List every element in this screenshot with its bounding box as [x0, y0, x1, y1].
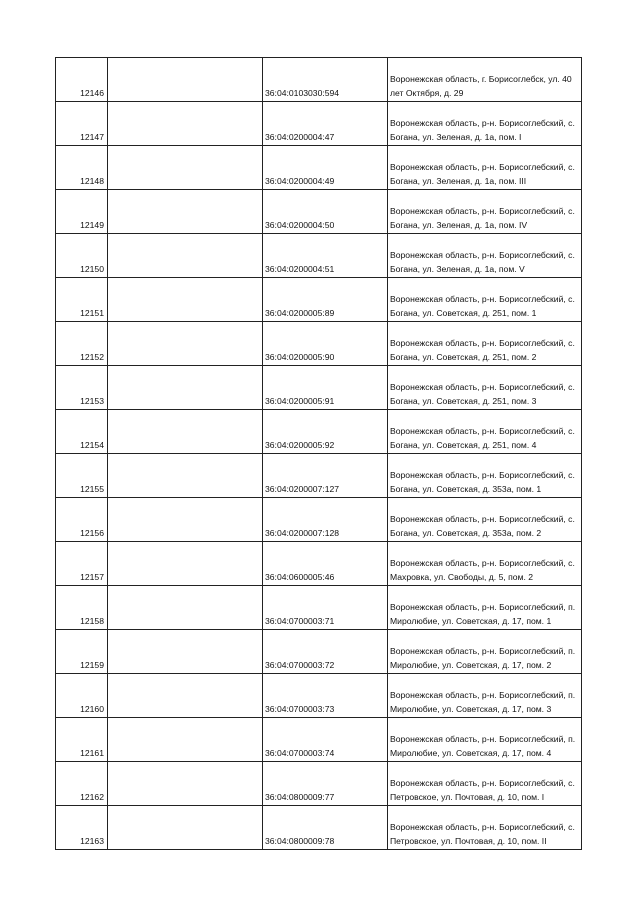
- row-number-cell: 12150: [56, 234, 108, 278]
- object-name-cell: [108, 806, 263, 850]
- table-row: [56, 322, 582, 366]
- object-name-cell: [108, 542, 263, 586]
- cadastral-number-cell: 36:04:0700003:73: [263, 674, 388, 718]
- object-name-cell: [108, 410, 263, 454]
- address-cell: Воронежская область, р-н. Борисоглебский, с. Богана, ул. Советская, д. 251, пом. 3: [388, 366, 582, 410]
- table-row: [56, 674, 582, 718]
- row-number-cell: 12151: [56, 278, 108, 322]
- property-registry-table: [55, 57, 582, 850]
- table-row: [56, 586, 582, 630]
- object-name-cell: [108, 190, 263, 234]
- address-cell: Воронежская область, р-н. Борисоглебский, п. Миролюбие, ул. Советская, д. 17, пом. 3: [388, 674, 582, 718]
- table-row: [56, 278, 582, 322]
- object-name-cell: [108, 278, 263, 322]
- table-row: [56, 146, 582, 190]
- table-row: [56, 498, 582, 542]
- row-number-cell: 12163: [56, 806, 108, 850]
- object-name-cell: [108, 146, 263, 190]
- address-cell: Воронежская область, р-н. Борисоглебский, с. Богана, ул. Зеленая, д. 1а, пом. V: [388, 234, 582, 278]
- address-cell: Воронежская область, р-н. Борисоглебский, с. Богана, ул. Советская, д. 251, пом. 4: [388, 410, 582, 454]
- address-cell: Воронежская область, р-н. Борисоглебский, п. Миролюбие, ул. Советская, д. 17, пом. 4: [388, 718, 582, 762]
- row-number-cell: 12155: [56, 454, 108, 498]
- registry-table-body: [56, 58, 582, 850]
- cadastral-number-cell: 36:04:0700003:72: [263, 630, 388, 674]
- cadastral-number-cell: 36:04:0200007:128: [263, 498, 388, 542]
- row-number-cell: 12162: [56, 762, 108, 806]
- cadastral-number-cell: 36:04:0700003:74: [263, 718, 388, 762]
- address-cell: Воронежская область, р-н. Борисоглебский, п. Миролюбие, ул. Советская, д. 17, пом. 1: [388, 586, 582, 630]
- address-cell: Воронежская область, р-н. Борисоглебский, с. Богана, ул. Советская, д. 353а, пом. 1: [388, 454, 582, 498]
- table-row: [56, 58, 582, 102]
- row-number-cell: 12158: [56, 586, 108, 630]
- object-name-cell: [108, 366, 263, 410]
- row-number-cell: 12152: [56, 322, 108, 366]
- row-number-cell: 12161: [56, 718, 108, 762]
- address-cell: Воронежская область, р-н. Борисоглебский, с. Богана, ул. Зеленая, д. 1а, пом. I: [388, 102, 582, 146]
- address-cell: Воронежская область, р-н. Борисоглебский, с. Богана, ул. Советская, д. 251, пом. 2: [388, 322, 582, 366]
- object-name-cell: [108, 454, 263, 498]
- object-name-cell: [108, 630, 263, 674]
- object-name-cell: [108, 674, 263, 718]
- row-number-cell: 12148: [56, 146, 108, 190]
- address-cell: Воронежская область, р-н. Борисоглебский, п. Миролюбие, ул. Советская, д. 17, пом. 2: [388, 630, 582, 674]
- cadastral-number-cell: 36:04:0200004:51: [263, 234, 388, 278]
- table-row: [56, 190, 582, 234]
- cadastral-number-cell: 36:04:0200004:50: [263, 190, 388, 234]
- table-row: [56, 454, 582, 498]
- table-row: [56, 542, 582, 586]
- table-row: [56, 762, 582, 806]
- cadastral-number-cell: 36:04:0200005:92: [263, 410, 388, 454]
- row-number-cell: 12147: [56, 102, 108, 146]
- address-cell: Воронежская область, г. Борисоглебск, ул. 40 лет Октября, д. 29: [388, 58, 582, 102]
- cadastral-number-cell: 36:04:0200005:91: [263, 366, 388, 410]
- address-cell: Воронежская область, р-н. Борисоглебский, с. Богана, ул. Советская, д. 251, пом. 1: [388, 278, 582, 322]
- object-name-cell: [108, 102, 263, 146]
- object-name-cell: [108, 586, 263, 630]
- cadastral-number-cell: 36:04:0200007:127: [263, 454, 388, 498]
- table-row: [56, 366, 582, 410]
- table-row: [56, 718, 582, 762]
- table-row: [56, 630, 582, 674]
- row-number-cell: 12156: [56, 498, 108, 542]
- row-number-cell: 12159: [56, 630, 108, 674]
- address-cell: Воронежская область, р-н. Борисоглебский, с. Махровка, ул. Свободы, д. 5, пом. 2: [388, 542, 582, 586]
- row-number-cell: 12149: [56, 190, 108, 234]
- table-row: [56, 410, 582, 454]
- address-cell: Воронежская область, р-н. Борисоглебский, с. Богана, ул. Зеленая, д. 1а, пом. III: [388, 146, 582, 190]
- row-number-cell: 12146: [56, 58, 108, 102]
- row-number-cell: 12153: [56, 366, 108, 410]
- object-name-cell: [108, 322, 263, 366]
- address-cell: Воронежская область, р-н. Борисоглебский, с. Богана, ул. Советская, д. 353а, пом. 2: [388, 498, 582, 542]
- address-cell: Воронежская область, р-н. Борисоглебский, с. Петровское, ул. Почтовая, д. 10, пом. I: [388, 762, 582, 806]
- cadastral-number-cell: 36:04:0800009:78: [263, 806, 388, 850]
- cadastral-number-cell: 36:04:0103030:594: [263, 58, 388, 102]
- cadastral-number-cell: 36:04:0800009:77: [263, 762, 388, 806]
- object-name-cell: [108, 498, 263, 542]
- table-row: [56, 234, 582, 278]
- table-row: [56, 102, 582, 146]
- address-cell: Воронежская область, р-н. Борисоглебский, с. Богана, ул. Зеленая, д. 1а, пом. IV: [388, 190, 582, 234]
- cadastral-number-cell: 36:04:0200004:47: [263, 102, 388, 146]
- cadastral-number-cell: 36:04:0200005:90: [263, 322, 388, 366]
- object-name-cell: [108, 234, 263, 278]
- cadastral-number-cell: 36:04:0200005:89: [263, 278, 388, 322]
- cadastral-number-cell: 36:04:0600005:46: [263, 542, 388, 586]
- object-name-cell: [108, 718, 263, 762]
- cadastral-number-cell: 36:04:0200004:49: [263, 146, 388, 190]
- object-name-cell: [108, 58, 263, 102]
- row-number-cell: 12160: [56, 674, 108, 718]
- table-row: [56, 806, 582, 850]
- object-name-cell: [108, 762, 263, 806]
- row-number-cell: 12154: [56, 410, 108, 454]
- address-cell: Воронежская область, р-н. Борисоглебский, с. Петровское, ул. Почтовая, д. 10, пом. II: [388, 806, 582, 850]
- row-number-cell: 12157: [56, 542, 108, 586]
- cadastral-number-cell: 36:04:0700003:71: [263, 586, 388, 630]
